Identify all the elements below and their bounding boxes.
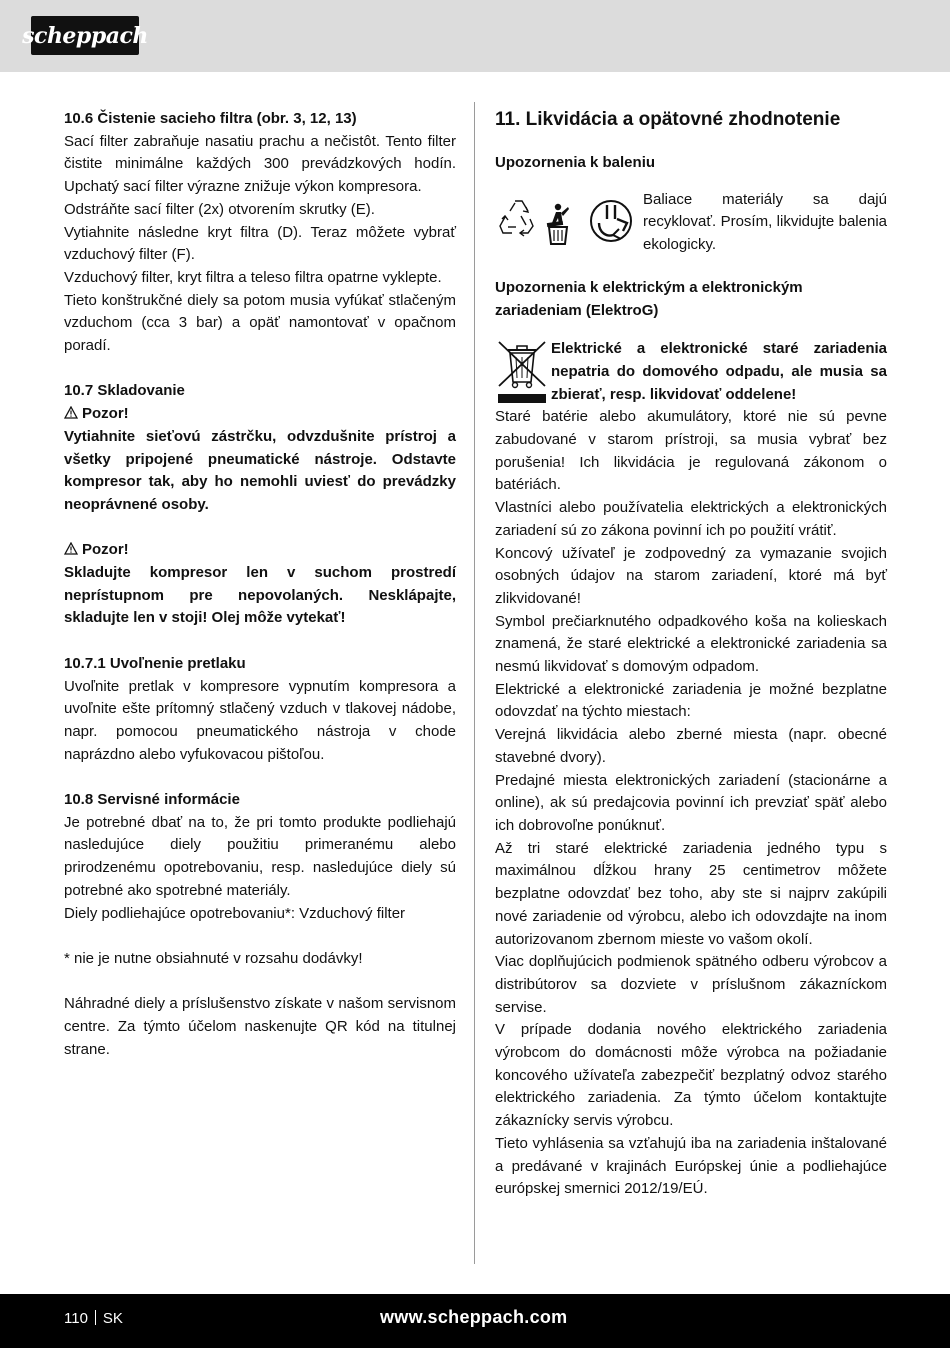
- paragraph: Staré batérie alebo akumulátory, ktoré nie sú pevne zabudované v starom prístroji, sa musia vybrať bez porušenia! Ich likvidácia je regulovaná zákonom o batériách.: [495, 408, 887, 494]
- paragraph: Vzduchový filter, kryt filtra a teleso filtra opatrne vyklepte.: [64, 268, 442, 286]
- paragraph: Uvoľnite pretlak v kompresore vypnutím kompresora a uvoľnite ešte prítomný stlačený vzduch v tlakovej nádobe, napr. pomocou pneumatického nástroja v chode naprázdno alebo vyfukovacou pištoľou.: [64, 677, 456, 763]
- paragraph: Diely podliehajúce opotrebovaniu*: Vzduchový filter: [64, 904, 406, 922]
- page-header: [0, 0, 950, 72]
- section-10-7-1-title: 10.7.1 Uvoľnenie pretlaku: [64, 654, 246, 672]
- paragraph: Vytiahnite následne kryt filtra (D). Teraz môžete vybrať vzduchový filter (F).: [64, 223, 456, 264]
- page-number-value: 110: [64, 1310, 88, 1327]
- warning-label-text: Pozor!: [82, 541, 129, 559]
- tidyman-icon: [547, 204, 569, 244]
- right-column: [495, 108, 887, 1201]
- weee-warning-text: Elektrické a elektronické staré zariadenia nepatria do domového odpadu, ale musia sa zbierať, resp. likvidovať oddelene!: [551, 340, 887, 403]
- recycle-icon: [500, 201, 533, 236]
- paragraph: Sací filter zabraňuje nasatiu prachu a nečistôt. Tento filter čistite minimálne každých 300 prevádzkových hodín. Upchatý sací filter výrazne znižuje výkon kompresora.: [64, 132, 456, 196]
- elektrog-heading: Upozornenia k elektrickým a elektronickým zariadeniam (ElektroG): [495, 278, 803, 319]
- section-10-8-title: 10.8 Servisné informácie: [64, 791, 240, 809]
- crossed-bin-icon: [495, 338, 549, 404]
- packaging-text: Baliace materiály sa dajú recyklovať. Prosím, likvidujte balenia ekologicky.: [643, 190, 887, 254]
- paragraph: Elektrické a elektronické zariadenia je možné bezplatne odovzdať na týchto miestach:: [495, 680, 887, 721]
- paragraph: Koncový užívateľ je zodpovedný za vymazanie svojich osobných údajov na starom zariadení, ktoré má byť zlikvidované!: [495, 544, 887, 607]
- recycling-icons: [495, 189, 643, 251]
- paragraph: Tieto vyhlásenia sa vzťahujú iba na zariadenia inštalované a predávané v krajinách Európskej únie a podliehajúce európskej smernici 2012/19/EÚ.: [495, 1134, 887, 1198]
- paragraph: Tieto konštrukčné diely sa potom musia vyfúkať stlačeným vzduchom (cca 3 bar) a opäť namontovať v opačnom poradí.: [64, 291, 456, 355]
- paragraph: Predajné miesta elektronických zariadení (stacionárne a online), ak sú predajcovia povinní ich prevziať späť alebo ich dobrovoľne ponúknuť.: [495, 771, 887, 834]
- paragraph: V prípade dodania nového elektrického zariadenia výrobcom do domácnosti môže výrobca na požiadanie koncového užívateľa zabezpečiť bezplatný odvoz starého elektrického zariadenia. Za týmto účelom kontaktujte zákaznícky servis výrobcu.: [495, 1021, 887, 1130]
- packaging-notice: [495, 189, 887, 257]
- page-footer: [0, 1294, 950, 1348]
- footnote: * nie je nutne obsiahnuté v rozsahu dodávky!: [64, 949, 363, 967]
- warning-triangle-icon: [64, 406, 78, 419]
- language-code: SK: [102, 1310, 123, 1327]
- warning-text: Vytiahnite sieťovú zástrčku, odvzdušnite prístroj a všetky pripojené pneumatické nástroje. Odstavte kompresor tak, aby ho nemohli uviesť do prevádzky neoprávnené osoby.: [64, 427, 456, 513]
- section-10-6-title: 10.6 Čistenie sacieho filtra (obr. 3, 12, 13): [64, 110, 357, 127]
- website-link[interactable]: www.scheppach.com: [380, 1307, 568, 1327]
- paragraph: Symbol prečiarknutého odpadkového koša na kolieskach znamená, že staré elektrické a elektronické zariadenia sa nesmú likvidovať s domovým odpadom.: [495, 612, 887, 676]
- section-11-title: 11. Likvidácia a opätovné zhodnotenie: [495, 109, 841, 130]
- paragraph: Viac doplňujúcich podmienok spätného odberu výrobcov a distribútorov sa dozviete v príslušnom zákazníckom servise.: [495, 953, 887, 1016]
- paragraph: Vlastníci alebo používatelia elektrických a elektronických zariadení sú zo zákona povinní ich po použití vrátiť.: [495, 499, 887, 539]
- section-10-7-title: 10.7 Skladovanie: [64, 382, 185, 400]
- paragraph: Verejná likvidácia alebo zberné miesta (napr. obecné stavebné dvory).: [495, 726, 887, 766]
- page-number: [64, 1310, 123, 1327]
- warning-triangle-icon: [64, 542, 78, 555]
- warning-label-text: Pozor!: [82, 405, 129, 423]
- scheppach-logo: scheppach: [31, 16, 139, 55]
- warning-text: Skladujte kompresor len v suchom prostredí neprístupnom pre nepovolaných. Nesklápajte, skladujte len v stoji! Olej môže vytekať!: [64, 564, 456, 627]
- column-divider: [474, 102, 475, 1264]
- warning-label: [64, 539, 456, 562]
- green-dot-icon: [591, 201, 631, 241]
- paragraph: Odstráňte sací filter (2x) otvorením skrutky (E).: [64, 200, 375, 218]
- left-column: [64, 108, 456, 1061]
- warning-label: [64, 403, 456, 426]
- paragraph: Náhradné diely a príslušenstvo získate v našom servisnom centre. Za týmto účelom naskenujte QR kód na titulnej strane.: [64, 995, 456, 1058]
- paragraph: Až tri staré elektrické zariadenia jedného typu s maximálnou dĺžkou hrany 25 centimetrov môžete bezplatne odovzdať bez toho, aby ste si najprv zakúpili nové zariadenie od výrobcu, alebo ich odovzdajte na inom autorizovanom zbernom mieste vo vašom okolí.: [495, 839, 887, 948]
- paragraph: Je potrebné dbať na to, že pri tomto produkte podliehajú nasledujúce diely použitiu primeranému alebo prirodzenému opotrebovaniu, resp. nasledujúce diely sú potrebné ako spotrebné materiály.: [64, 813, 456, 899]
- weee-notice: [495, 336, 887, 406]
- packaging-heading: Upozornenia k baleniu: [495, 154, 656, 171]
